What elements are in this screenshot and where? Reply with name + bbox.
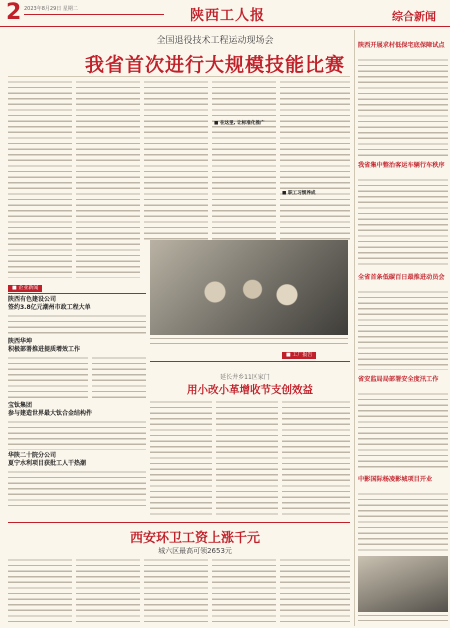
bottom-rule xyxy=(8,522,350,523)
left-story2-body xyxy=(8,356,88,400)
page-number: 2 xyxy=(6,0,22,25)
right-story3-body xyxy=(358,290,448,370)
issue-meta: 2023年8月29日 星期二 xyxy=(24,6,78,12)
feature-kicker: 延长井乡11区家门 xyxy=(220,374,270,381)
lead-body-col5 xyxy=(280,80,350,240)
right-story2-body xyxy=(358,178,448,268)
lead-body-col4 xyxy=(212,80,276,240)
lead-body-col3 xyxy=(144,80,208,240)
right-bottom-photo xyxy=(358,556,448,612)
left-story4-body xyxy=(8,470,146,510)
inline-title-2: ■ 职工习惯养成 xyxy=(282,191,316,196)
left-story3-body xyxy=(8,420,146,450)
right-story5-title: 中影国际杨凌影城项目开业 xyxy=(358,476,433,483)
bottom-body-col1 xyxy=(8,558,72,622)
section-title: 综合新闻 xyxy=(392,10,436,23)
feature-body-col3 xyxy=(282,400,350,518)
work-report-tag: ■ 工厂报告 xyxy=(282,352,316,359)
right-story1-title: 陕西开展求村低保宅底保障试点 xyxy=(358,42,445,49)
feature-body-col2 xyxy=(216,400,278,518)
inline-title-1: ■ 在这里, 让标准化推广 xyxy=(214,121,265,126)
bottom-body-col2 xyxy=(76,558,140,622)
right-story2-title: 我省集中整治客运车辆行车秩序 xyxy=(358,162,445,169)
bottom-body-col4 xyxy=(212,558,276,622)
feature-headline: 用小改小革增收节支创效益 xyxy=(187,384,313,396)
masthead: 陕西工人报 xyxy=(190,8,265,24)
bottom-body-col5 xyxy=(280,558,350,622)
industry-rule xyxy=(8,293,146,294)
bottom-headline: 西安环卫工资上涨千元 xyxy=(129,531,260,546)
right-column-divider xyxy=(354,30,355,626)
meta-rule xyxy=(24,14,164,15)
right-story1-body xyxy=(358,58,448,156)
lead-kicker: 全国退役技术工程运动现场会 xyxy=(156,36,274,46)
lead-body-col1 xyxy=(8,80,72,278)
lead-body-col2 xyxy=(76,80,140,278)
right-bottom-photo-caption xyxy=(358,614,448,624)
right-story5-body xyxy=(358,492,448,552)
left-story1-title: 陕西有色建设公司 签约3.8亿元潮州市政工程大单 xyxy=(8,296,91,311)
lead-rule xyxy=(8,76,350,77)
right-story3-title: 全省首条低碳百日最推进动员会 xyxy=(358,274,445,281)
bottom-body-col3 xyxy=(144,558,208,622)
feature-body-col1 xyxy=(150,400,212,518)
bottom-subhead: 城六区最高可领2653元 xyxy=(158,547,232,555)
photo-people xyxy=(170,270,320,325)
left-story3-title: 宝钛集团 参与建造世界最大钛合金结构件 xyxy=(8,402,93,417)
lead-photo-caption xyxy=(150,337,348,347)
left-story4-title: 华陕二十院分公司 夏宁水利项目获批工人干热潮 xyxy=(8,452,87,467)
industry-tag: ■ 企业新闻 xyxy=(8,285,42,292)
right-story4-body xyxy=(358,392,448,470)
left-story1-body xyxy=(8,314,146,336)
lead-photo xyxy=(150,240,348,335)
left-story2b-body xyxy=(92,356,146,400)
lead-headline: 我省首次进行大规模技能比赛 xyxy=(84,54,345,76)
right-story4-title: 省安监局局部署安全度汛工作 xyxy=(358,376,439,383)
left-story2-title: 陕西华坤 积极部署推进提质增效工作 xyxy=(8,338,81,353)
page-header xyxy=(0,0,450,27)
feature-rule xyxy=(150,361,350,362)
